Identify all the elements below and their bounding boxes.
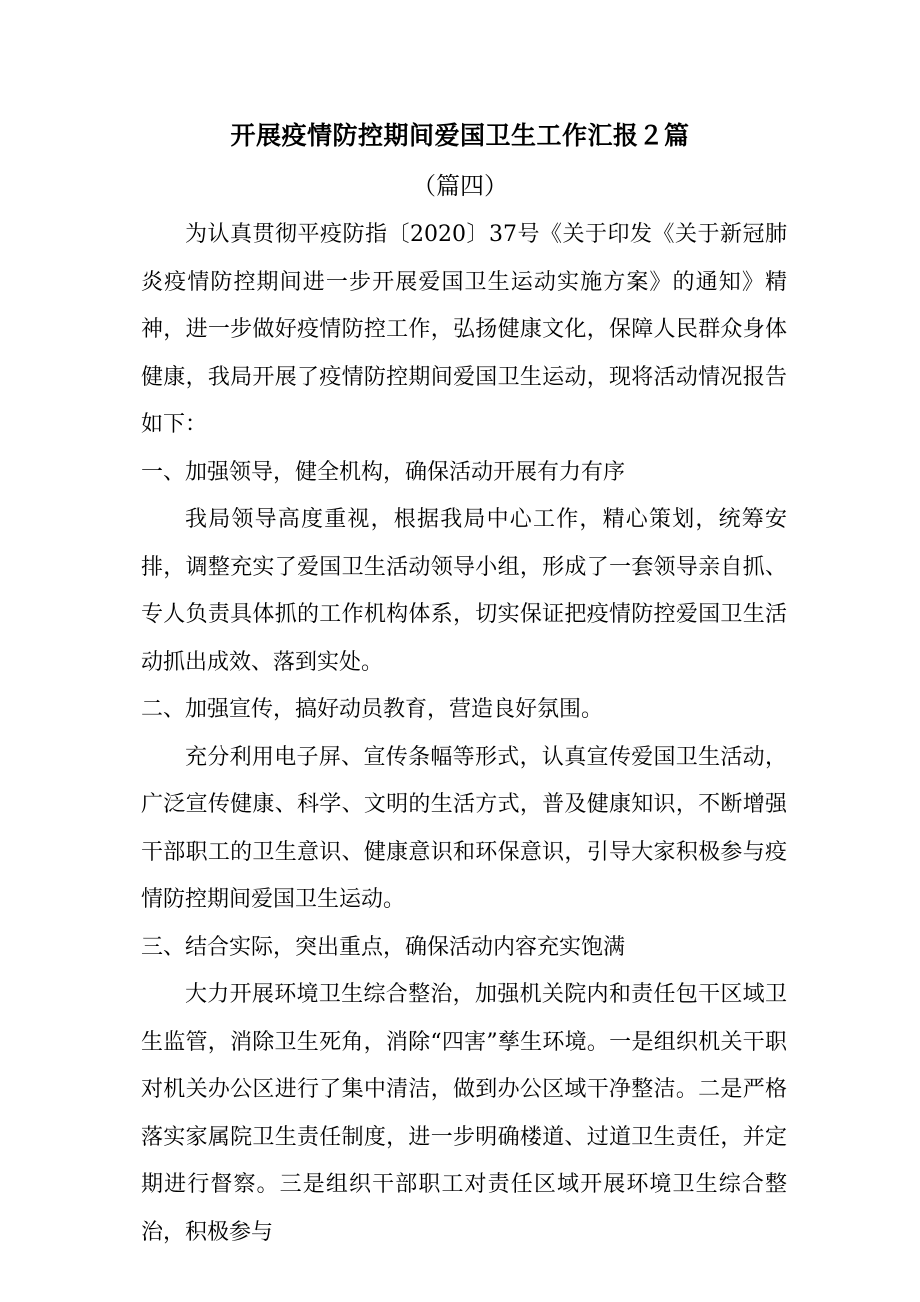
document-subtitle: （篇四） [412, 172, 508, 200]
section-heading-2: 二、加强宣传，搞好动员教育，营造良好氛围。 [141, 697, 604, 722]
section-paragraph-2: 充分利用电子屏、宣传条幅等形式，认真宣传爱国卫生活动，广泛宣传健康、科学、文明的生活方式，普及健康知识，不断增强干部职工的卫生意识、健康意识和环保意识，引导大家积极参与疫情防控期间爱国卫生运动。 [141, 744, 787, 912]
section-paragraph-3: 大力开展环境卫生综合整治，加强机关院内和责任包干区域卫生监管，消除卫生死角，消除“四害”孳生环境。一是组织机关干职对机关办公区进行了集中清洁，做到办公区域干净整洁。二是严格落实家属院卫生责任制度，进一步明确楼道、过道卫生责任，并定期进行督察。三是组织干部职工对责任区域开展环境卫生综合整治，积极参与 [141, 982, 787, 1245]
document-title: 开展疫情防控期间爱国卫生工作汇报２篇 [230, 121, 690, 150]
section-paragraph-1: 我局领导高度重视，根据我局中心工作，精心策划，统筹安排，调整充实了爱国卫生活动领导小组，形成了一套领导亲自抓、专人负责具体抓的工作机构体系，切实保证把疫情防控爱国卫生活动抓出成效、落到实处。 [141, 507, 787, 675]
section-heading-1: 一、加强领导，健全机构，确保活动开展有力有序 [141, 459, 626, 485]
intro-paragraph: 为认真贯彻平疫防指〔2020〕37号《关于印发《关于新冠肺炎疫情防控期间进一步开展爱国卫生运动实施方案》的通知》精神，进一步做好疫情防控工作，弘扬健康文化，保障人民群众身体健康，我局开展了疫情防控期间爱国卫生运动，现将活动情况报告如下： [141, 222, 787, 437]
document-body [141, 211, 787, 1256]
section-heading-3: 三、结合实际，突出重点，确保活动内容充实饱满 [141, 934, 626, 960]
